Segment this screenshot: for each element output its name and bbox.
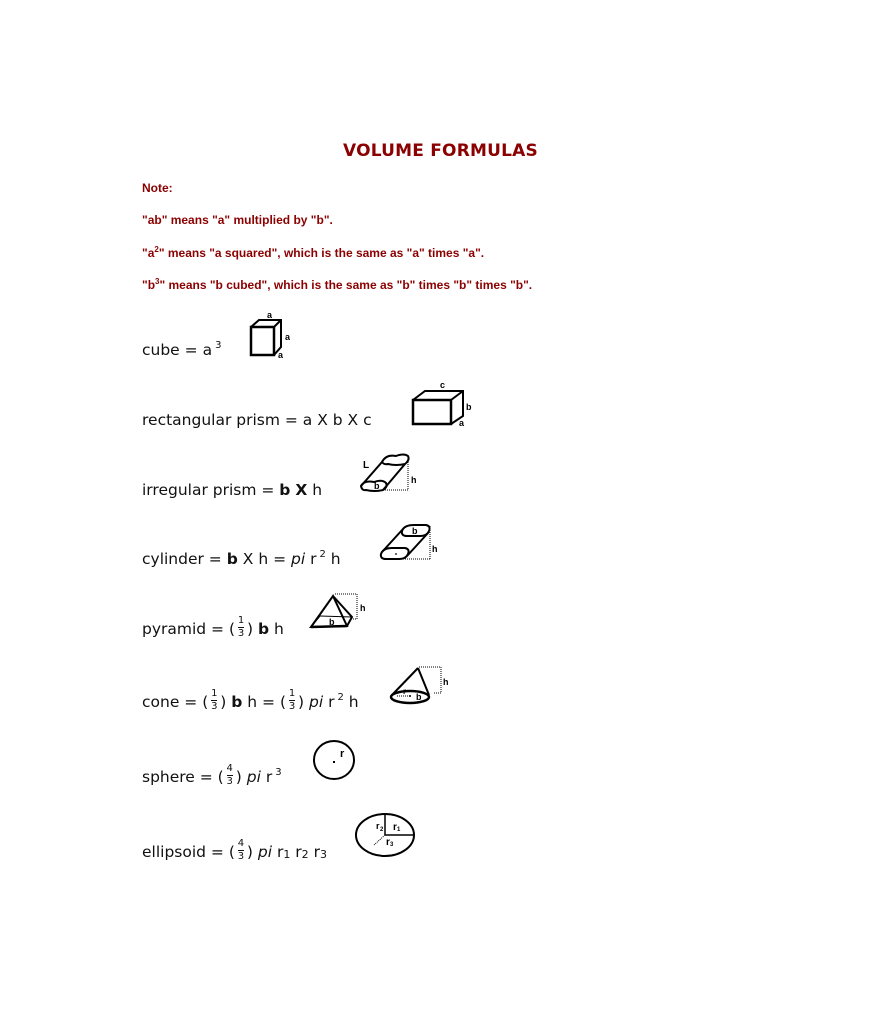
svg-text:r: r xyxy=(403,687,407,696)
formula-label: pyramid = ( xyxy=(142,620,236,638)
pi-symbol: pi xyxy=(290,550,306,568)
note-text: "b xyxy=(142,278,156,292)
svg-text:c: c xyxy=(440,380,446,390)
height-symbol: h xyxy=(343,693,359,711)
paren: ) xyxy=(235,768,242,786)
pyramid-diagram-icon xyxy=(307,590,369,632)
formula-irregular-prism xyxy=(142,481,322,499)
pi-symbol: pi xyxy=(257,843,273,861)
height-symbol: h xyxy=(269,620,284,638)
note-heading: Note: xyxy=(142,181,173,195)
formula-label: cone = ( xyxy=(142,693,209,711)
note-line-a-squared xyxy=(142,246,484,260)
base-symbol: b xyxy=(226,550,238,568)
numerator: 1 xyxy=(237,615,245,626)
numerator: 1 xyxy=(288,688,296,699)
base-symbol: b xyxy=(231,693,243,711)
denominator: 3 xyxy=(211,701,218,712)
paren: ) xyxy=(246,843,253,861)
fraction-four-thirds xyxy=(225,763,235,787)
svg-text:1: 1 xyxy=(397,827,401,833)
superscript: 3 xyxy=(155,277,160,286)
exponent: 2 xyxy=(337,692,344,703)
formula-rectangular-prism: rectangular prism = a X b X c xyxy=(142,411,372,429)
radius-symbol: r xyxy=(272,843,284,861)
height-symbol: h xyxy=(325,550,341,568)
superscript: 2 xyxy=(154,245,159,254)
multiply-symbol: X xyxy=(295,481,308,499)
irregular-prism-diagram-icon xyxy=(352,450,422,496)
formula-cylinder xyxy=(142,550,341,568)
note-text: " means "b cubed", which is the same as "b" times "b" times "b". xyxy=(159,278,533,292)
denominator: 3 xyxy=(288,701,296,712)
svg-text:2: 2 xyxy=(380,827,384,833)
radius-symbol: r xyxy=(305,550,317,568)
cylinder-diagram-icon xyxy=(374,520,444,566)
svg-text:a: a xyxy=(267,310,273,320)
page-title: VOLUME FORMULAS xyxy=(343,141,538,161)
formula-pyramid xyxy=(142,615,284,639)
formula-ellipsoid xyxy=(142,838,327,862)
formula-cone xyxy=(142,688,359,712)
svg-text:r: r xyxy=(376,821,380,831)
radius-symbol: r xyxy=(260,768,273,786)
cube-diagram-icon xyxy=(245,310,300,362)
numerator: 4 xyxy=(237,838,245,849)
fraction-one-third xyxy=(236,615,246,639)
fraction-four-thirds xyxy=(236,838,246,862)
height-symbol: h xyxy=(307,481,323,499)
svg-text:h: h xyxy=(411,475,417,485)
paren: ) xyxy=(220,693,227,711)
formula-label: ellipsoid = ( xyxy=(142,843,235,861)
cone-diagram-icon xyxy=(385,662,450,708)
svg-text:h: h xyxy=(432,544,438,554)
note-line-b-cubed xyxy=(142,278,532,292)
svg-text:a: a xyxy=(459,418,465,428)
exponent: 3 xyxy=(275,767,282,778)
exponent: 3 xyxy=(215,340,222,351)
formula-cube xyxy=(142,341,221,359)
numerator: 4 xyxy=(226,763,233,774)
radius-symbol: r xyxy=(290,843,302,861)
sphere-diagram-icon xyxy=(310,738,358,782)
formula-label: cube xyxy=(142,341,180,359)
formula-expression: X h = xyxy=(237,550,291,568)
formula-sphere xyxy=(142,763,282,787)
svg-text:b: b xyxy=(329,617,335,627)
svg-text:b: b xyxy=(374,481,380,491)
svg-text:h: h xyxy=(443,677,449,687)
note-text: "a xyxy=(142,246,155,260)
svg-text:b: b xyxy=(412,526,418,536)
subscript: 1 xyxy=(283,848,291,861)
subscript: 3 xyxy=(319,848,327,861)
svg-text:r: r xyxy=(340,748,345,760)
exponent: 2 xyxy=(319,549,326,560)
formula-expression: h = ( xyxy=(242,693,287,711)
formula-label: cylinder = xyxy=(142,550,227,568)
paren: ) xyxy=(247,620,254,638)
pi-symbol: pi xyxy=(309,693,324,711)
radius-symbol: r xyxy=(308,843,320,861)
fraction-one-third xyxy=(209,688,219,712)
denominator: 3 xyxy=(237,628,245,639)
svg-text:a: a xyxy=(285,332,291,342)
subscript: 2 xyxy=(301,848,309,861)
formula-expression: = a xyxy=(179,341,213,359)
denominator: 3 xyxy=(237,851,245,862)
ellipsoid-diagram-icon xyxy=(352,812,418,860)
base-symbol: b xyxy=(279,481,291,499)
paren: ) xyxy=(298,693,305,711)
note-line-ab: "ab" means "a" multiplied by "b". xyxy=(142,213,333,227)
svg-text:3: 3 xyxy=(390,842,394,848)
base-symbol: b xyxy=(258,620,270,638)
formula-label: sphere = ( xyxy=(142,768,224,786)
svg-text:h: h xyxy=(360,603,366,613)
note-text: " means "a squared", which is the same as "a" times "a". xyxy=(158,246,485,260)
svg-text:b: b xyxy=(416,692,422,702)
svg-text:r: r xyxy=(393,822,397,833)
formula-label: irregular prism = xyxy=(142,481,280,499)
fraction-one-third xyxy=(287,688,297,712)
svg-text:a: a xyxy=(278,350,284,360)
svg-text:b: b xyxy=(466,402,472,412)
rectangular-prism-diagram-icon xyxy=(408,379,478,431)
svg-text:L: L xyxy=(363,460,370,471)
svg-text:r: r xyxy=(386,837,390,848)
radius-symbol: r xyxy=(323,693,335,711)
pi-symbol: pi xyxy=(246,768,261,786)
denominator: 3 xyxy=(226,776,233,787)
numerator: 1 xyxy=(211,688,218,699)
